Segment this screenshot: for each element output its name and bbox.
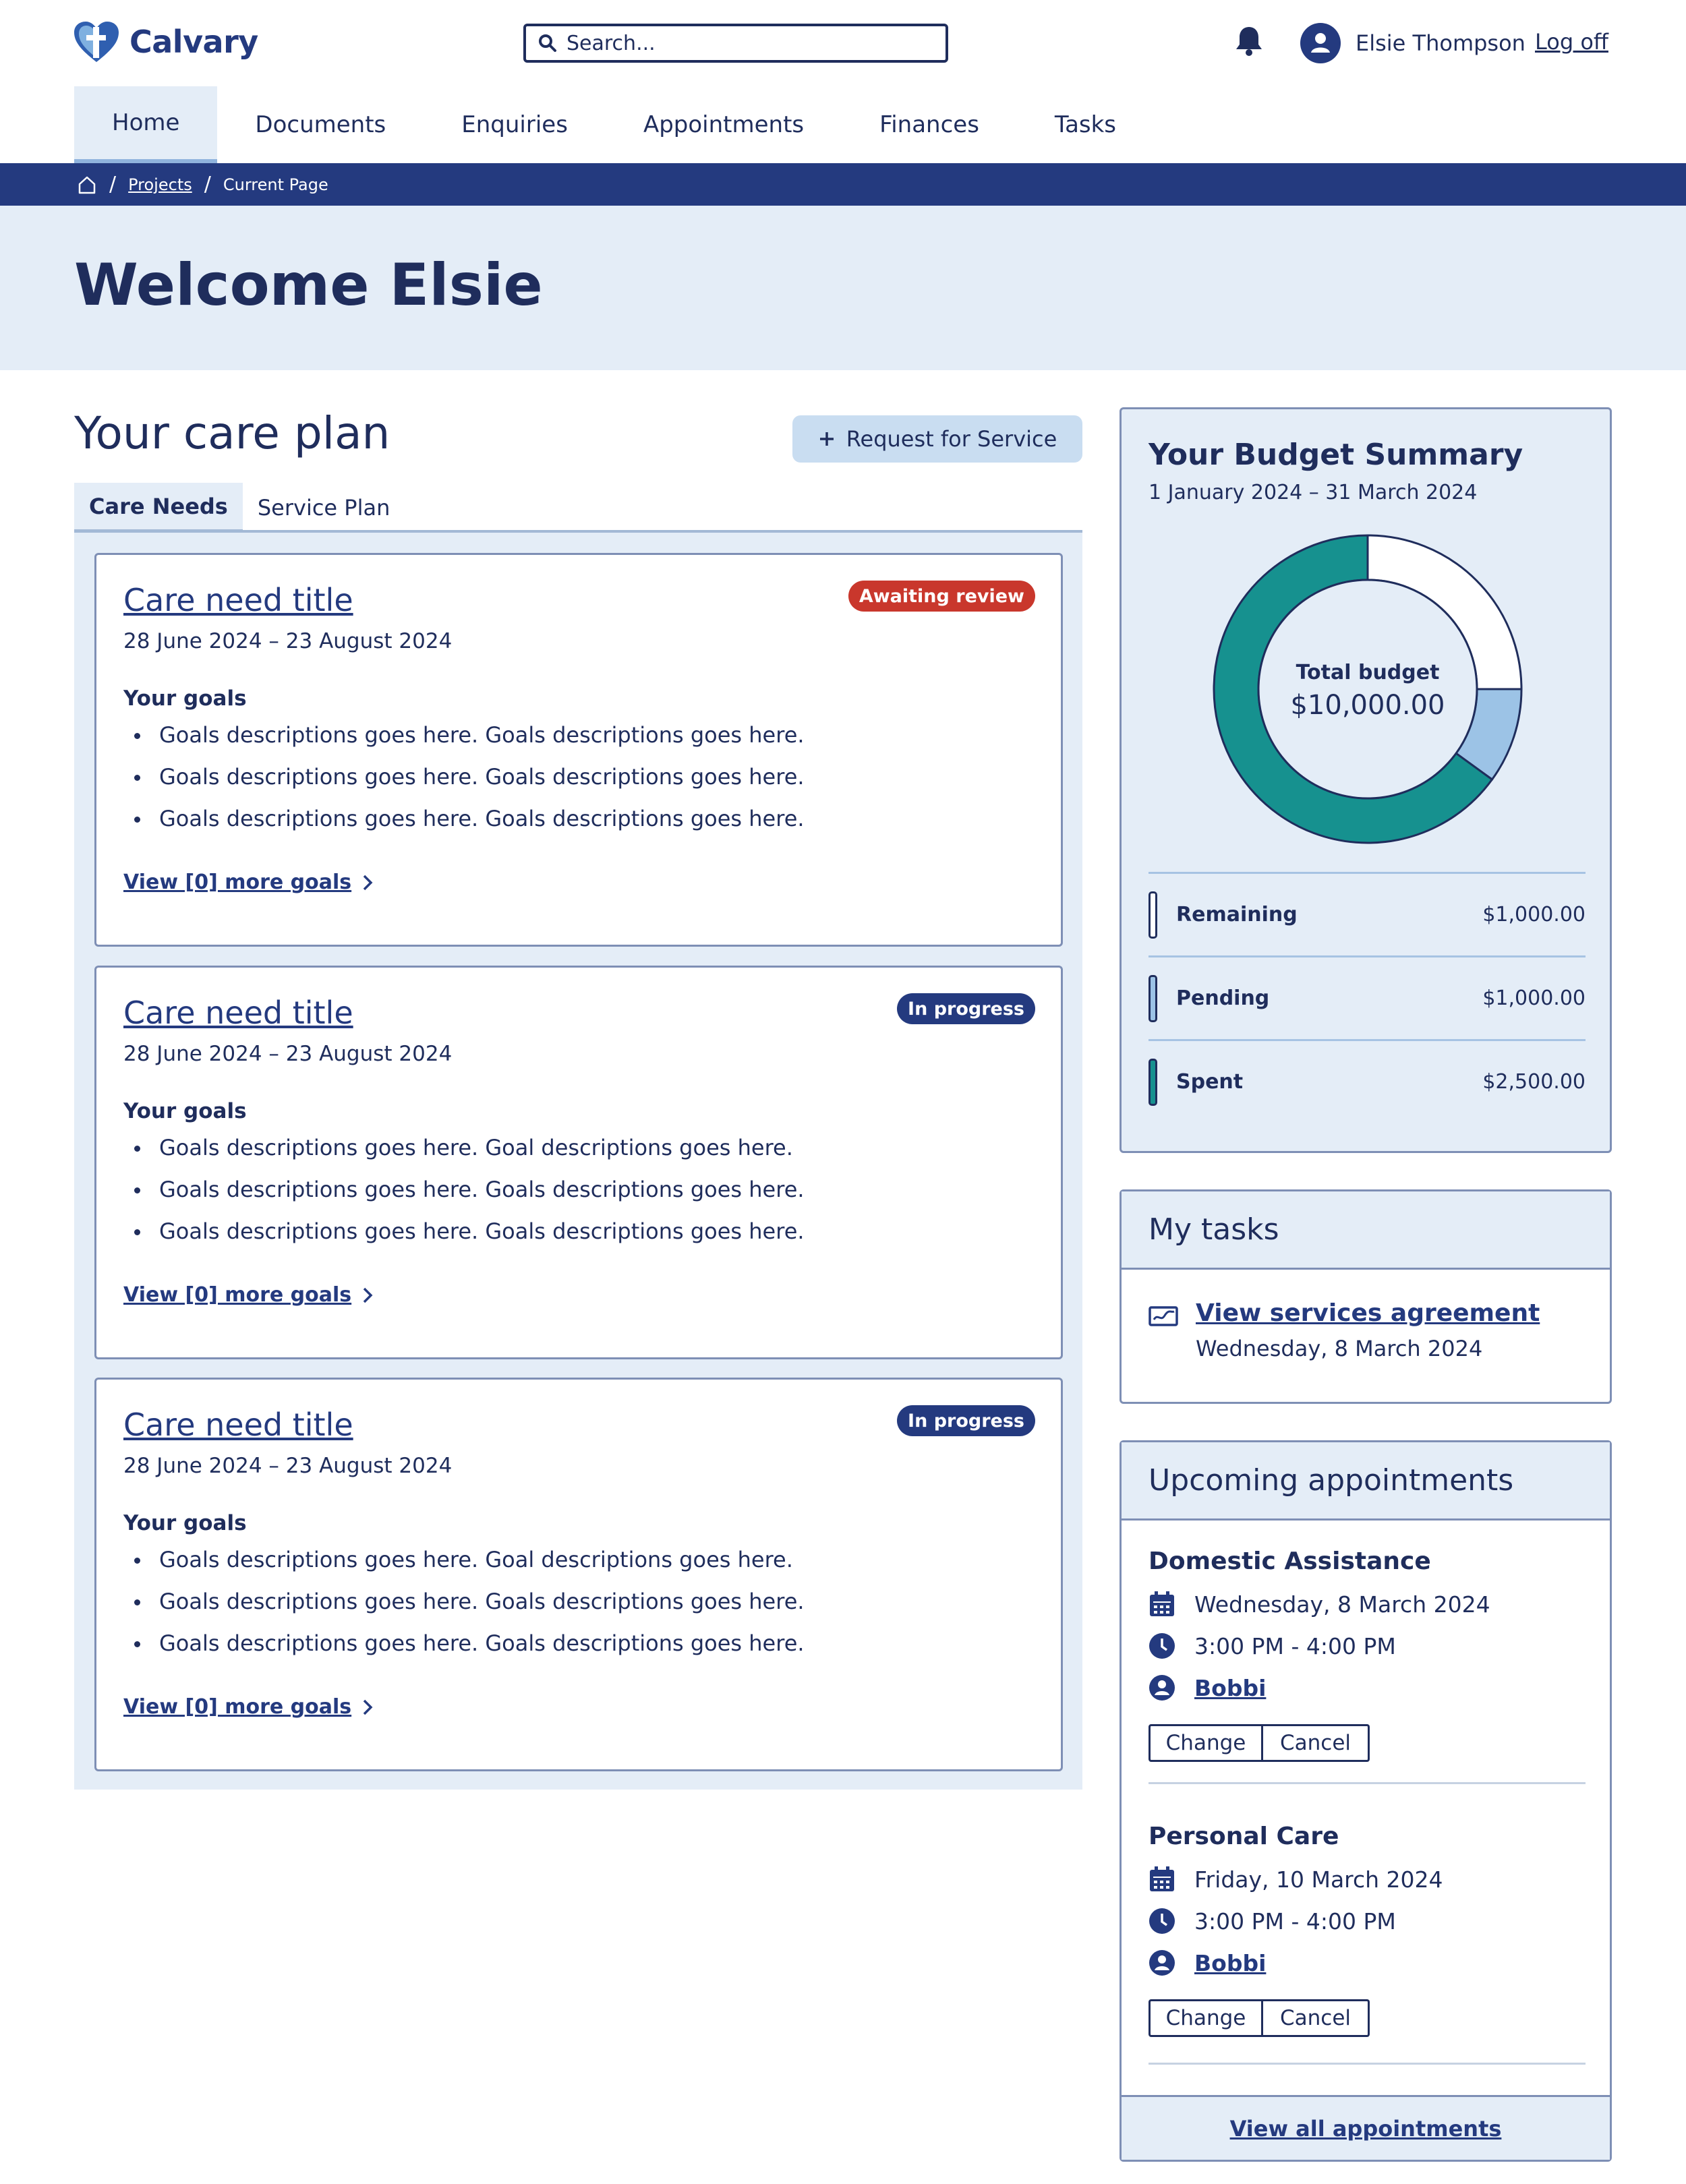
nav-appointments[interactable]: Appointments: [643, 111, 805, 138]
goals-heading: Your goals: [123, 686, 247, 711]
breadcrumb-separator: /: [204, 173, 211, 196]
care-plan-tabs: [74, 483, 1082, 533]
calendar-icon: [1149, 1591, 1175, 1618]
care-need-card: [94, 553, 1063, 947]
goal-item: Goals descriptions goes here. Goals descriptions goes here.: [123, 1218, 805, 1260]
bell-icon: [1234, 24, 1264, 57]
nav-finances[interactable]: Finances: [879, 111, 979, 138]
status-badge: In progress: [897, 993, 1035, 1024]
appointment-date: Wednesday, 8 March 2024: [1194, 1591, 1490, 1618]
view-services-agreement-link[interactable]: View services agreement: [1196, 1299, 1540, 1327]
appointment-time-row: [1149, 1908, 1396, 1935]
legend-amount: $1,000.00: [1482, 903, 1586, 926]
view-all-appointments-link[interactable]: View all appointments: [1122, 2095, 1610, 2160]
chevron-right-icon: [362, 1699, 373, 1716]
breadcrumb-separator: /: [109, 173, 117, 196]
search-icon: [538, 34, 557, 53]
goal-item: Goals descriptions goes here. Goal descriptions goes here.: [123, 1547, 805, 1589]
tab-care-needs[interactable]: Care Needs: [74, 483, 243, 533]
chevron-right-icon: [362, 874, 373, 891]
status-badge: In progress: [897, 1405, 1035, 1436]
nav-tasks[interactable]: Tasks: [1054, 111, 1117, 138]
appointment-person-row: [1149, 1949, 1266, 1976]
avatar-icon: [1300, 23, 1341, 63]
goals-heading: Your goals: [123, 1099, 247, 1123]
goal-item: Goals descriptions goes here. Goals descriptions goes here.: [123, 722, 805, 764]
appointment-divider: [1149, 1782, 1586, 1784]
nav-enquiries[interactable]: Enquiries: [461, 111, 568, 138]
budget-legend-spent: [1149, 1039, 1586, 1123]
care-needs-panel: [74, 533, 1082, 1790]
welcome-title: Welcome Elsie: [74, 252, 543, 319]
care-need-card: [94, 966, 1063, 1359]
legend-label: Spent: [1176, 1070, 1244, 1094]
appointment-person-link[interactable]: Bobbi: [1194, 1674, 1267, 1701]
tab-service-plan[interactable]: Service Plan: [257, 495, 390, 521]
breadcrumb-projects[interactable]: Projects: [128, 175, 192, 194]
search-input[interactable]: [566, 32, 917, 55]
care-need-title[interactable]: Care need title: [123, 1407, 353, 1443]
budget-legend-pending: [1149, 955, 1586, 1039]
cancel-button[interactable]: Cancel: [1263, 1724, 1370, 1762]
legend-amount: $1,000.00: [1482, 986, 1586, 1010]
budget-summary-panel: [1120, 407, 1612, 1153]
appointment-person-row: [1149, 1674, 1266, 1701]
appointment-date: Friday, 10 March 2024: [1194, 1866, 1443, 1893]
legend-swatch: [1149, 891, 1157, 939]
home-icon[interactable]: [77, 175, 97, 195]
budget-period: 1 January 2024 – 31 March 2024: [1149, 481, 1478, 504]
legend-amount: $2,500.00: [1482, 1070, 1586, 1094]
care-need-date: 28 June 2024 – 23 August 2024: [123, 629, 453, 653]
search-box[interactable]: [523, 24, 948, 63]
user-menu[interactable]: [1300, 23, 1525, 63]
signature-icon: [1149, 1305, 1178, 1328]
budget-legend-remaining: [1149, 872, 1586, 955]
appointment-date-row: [1149, 1866, 1443, 1893]
breadcrumb: [0, 163, 1686, 206]
my-tasks-panel: [1120, 1189, 1612, 1404]
appointment-actions: [1149, 1724, 1370, 1762]
view-more-goals-label: View [0] more goals: [123, 1695, 352, 1719]
clock-icon: [1149, 1908, 1175, 1935]
tasks-title: My tasks: [1122, 1191, 1610, 1270]
appointment-date-row: [1149, 1591, 1490, 1618]
appointments-title: Upcoming appointments: [1122, 1442, 1610, 1521]
user-name: Elsie Thompson: [1356, 30, 1525, 56]
goals-heading: Your goals: [123, 1511, 247, 1535]
top-header: [0, 0, 1686, 86]
care-need-date: 28 June 2024 – 23 August 2024: [123, 1454, 453, 1478]
view-more-goals-label: View [0] more goals: [123, 870, 352, 894]
calendar-icon: [1149, 1866, 1175, 1893]
appointment-divider: [1149, 2063, 1586, 2065]
goals-list: [123, 722, 805, 848]
view-more-goals-label: View [0] more goals: [123, 1283, 352, 1307]
person-icon: [1149, 1949, 1175, 1976]
legend-swatch: [1149, 975, 1157, 1022]
calvary-logo[interactable]: [73, 20, 258, 63]
goals-list: [123, 1135, 805, 1260]
budget-title: Your Budget Summary: [1149, 438, 1523, 472]
chevron-right-icon: [362, 1287, 373, 1304]
care-need-date: 28 June 2024 – 23 August 2024: [123, 1042, 453, 1066]
request-service-button[interactable]: [792, 415, 1082, 463]
cancel-button[interactable]: Cancel: [1263, 1999, 1370, 2037]
notifications-button[interactable]: [1234, 24, 1264, 59]
legend-label: Remaining: [1176, 903, 1298, 926]
goal-item: Goals descriptions goes here. Goals descriptions goes here.: [123, 806, 805, 848]
appointment-time: 3:00 PM - 4:00 PM: [1194, 1908, 1396, 1935]
change-button[interactable]: Change: [1149, 1999, 1263, 2037]
donut-total-label: Total budget: [1296, 661, 1440, 684]
change-button[interactable]: Change: [1149, 1724, 1263, 1762]
main-nav: [74, 86, 1154, 163]
legend-label: Pending: [1176, 986, 1270, 1010]
view-more-goals-link[interactable]: [123, 870, 373, 894]
goal-item: Goals descriptions goes here. Goals descriptions goes here.: [123, 1630, 805, 1672]
nav-home[interactable]: Home: [74, 86, 217, 163]
breadcrumb-current: Current Page: [223, 175, 328, 194]
donut-total-value: $10,000.00: [1290, 690, 1445, 721]
goals-list: [123, 1547, 805, 1672]
appointment-name: Personal Care: [1149, 1823, 1339, 1850]
upcoming-appointments-panel: [1120, 1440, 1612, 2162]
appointment-name: Domestic Assistance: [1149, 1547, 1431, 1575]
clock-icon: [1149, 1632, 1175, 1659]
view-more-goals-link[interactable]: [123, 1283, 373, 1307]
care-need-title[interactable]: Care need title: [123, 995, 353, 1031]
care-plan-title: Your care plan: [74, 407, 390, 459]
heart-cross-logo-icon: [73, 20, 120, 63]
view-more-goals-link[interactable]: [123, 1695, 373, 1719]
goal-item: Goals descriptions goes here. Goals descriptions goes here.: [123, 764, 805, 806]
donut-hole: [1258, 580, 1477, 798]
logoff-link[interactable]: Log off: [1535, 29, 1608, 55]
plus-icon: [818, 430, 836, 448]
appointment-time: 3:00 PM - 4:00 PM: [1194, 1632, 1396, 1659]
logo-text: Calvary: [129, 24, 258, 60]
budget-donut-chart: [1209, 531, 1526, 848]
appointment-actions: [1149, 1999, 1370, 2037]
appointment-person-link[interactable]: Bobbi: [1194, 1949, 1267, 1976]
task-date: Wednesday, 8 March 2024: [1196, 1336, 1483, 1361]
goal-item: Goals descriptions goes here. Goals descriptions goes here.: [123, 1589, 805, 1630]
person-icon: [1149, 1674, 1175, 1701]
nav-documents[interactable]: Documents: [255, 111, 386, 138]
care-need-card: [94, 1378, 1063, 1771]
status-badge: Awaiting review: [848, 581, 1035, 612]
request-service-label: Request for Service: [846, 426, 1057, 452]
care-need-title[interactable]: Care need title: [123, 582, 353, 618]
legend-swatch: [1149, 1059, 1157, 1106]
goal-item: Goals descriptions goes here. Goal descriptions goes here.: [123, 1135, 805, 1177]
goal-item: Goals descriptions goes here. Goals descriptions goes here.: [123, 1177, 805, 1218]
welcome-banner: [0, 206, 1686, 370]
appointment-time-row: [1149, 1632, 1396, 1659]
